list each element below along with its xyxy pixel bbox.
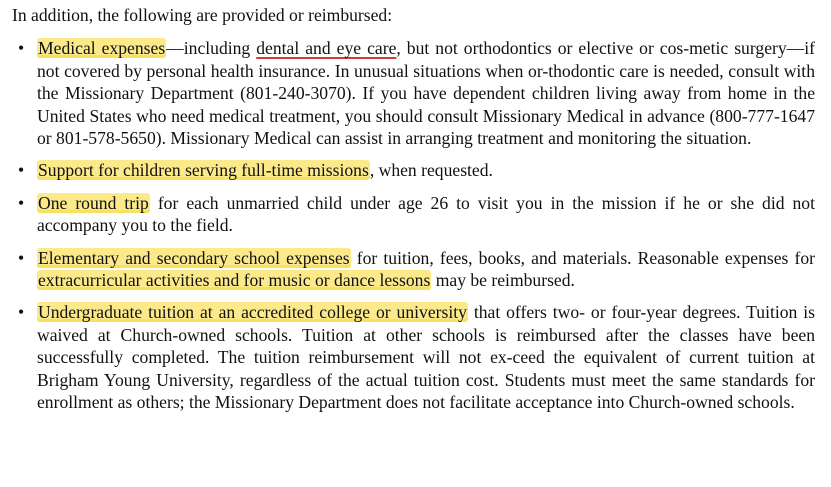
item-text: that offers two- or four-year degrees. Tuition is waived at Church-owned schools. Tuition at other schools is reimbursed after the classes have been successfully completed. The tuition reimbursement will not ex-ceed the equivalent of current tuition at Brigham Young University, regardless of the actual tuition cost. Students must meet the same standards for enrollment as others; the Missionary Department does not facilitate acceptance into Church-owned schools. [37,302,815,413]
bullet-icon: • [18,302,25,323]
list-item-tuition [12,301,815,413]
list-item-school [12,247,815,292]
highlight-undergraduate-tuition: Undergraduate tuition at an accredited college or university [38,302,467,323]
bullet-icon: • [18,192,25,213]
reimbursement-list [12,37,815,413]
underline-dental-eye: dental and eye care [256,38,397,59]
highlight-medical-expenses: Medical expenses [38,38,166,59]
highlight-school-expenses: Elementary and secondary school expenses [38,247,350,268]
bullet-icon: • [18,38,25,59]
list-item-round-trip [12,192,815,237]
highlight-missions-support: Support for children serving full-time missions [38,160,369,181]
item-text: , when requested. [369,160,493,181]
bullet-icon: • [18,247,25,268]
list-item-medical [12,37,815,149]
intro-text: In addition, the following are provided or reimbursed: [12,5,393,25]
bullet-icon: • [18,160,25,181]
item-text: for each unmarried child under age 26 to visit you in the mission if he or she did not accompany you to the field. [37,192,815,236]
item-text: —including [166,38,257,59]
item-text: may be reimbursed. [431,270,575,291]
highlight-round-trip: One round trip [38,192,149,213]
list-item-missions [12,159,815,181]
item-text: for tuition, fees, books, and materials. Reasonable expenses for [350,247,815,268]
item-text: , but not orthodontics or elective or cos-metic surgery—if not covered by personal health insurance. In unusual situations when or-thodontic care is needed, consult with the Missionary Department (801-240-3070). If you have dependent children living away from home in the United States who need medical treatment, you should consult Missionary Medical in advance (800-777-1647 or 801-578-5650). Missionary Medical can assist in arranging treatment and monitoring the situation. [37,38,815,149]
highlight-extracurricular: extracurricular activities and for music or dance lessons [38,270,431,291]
